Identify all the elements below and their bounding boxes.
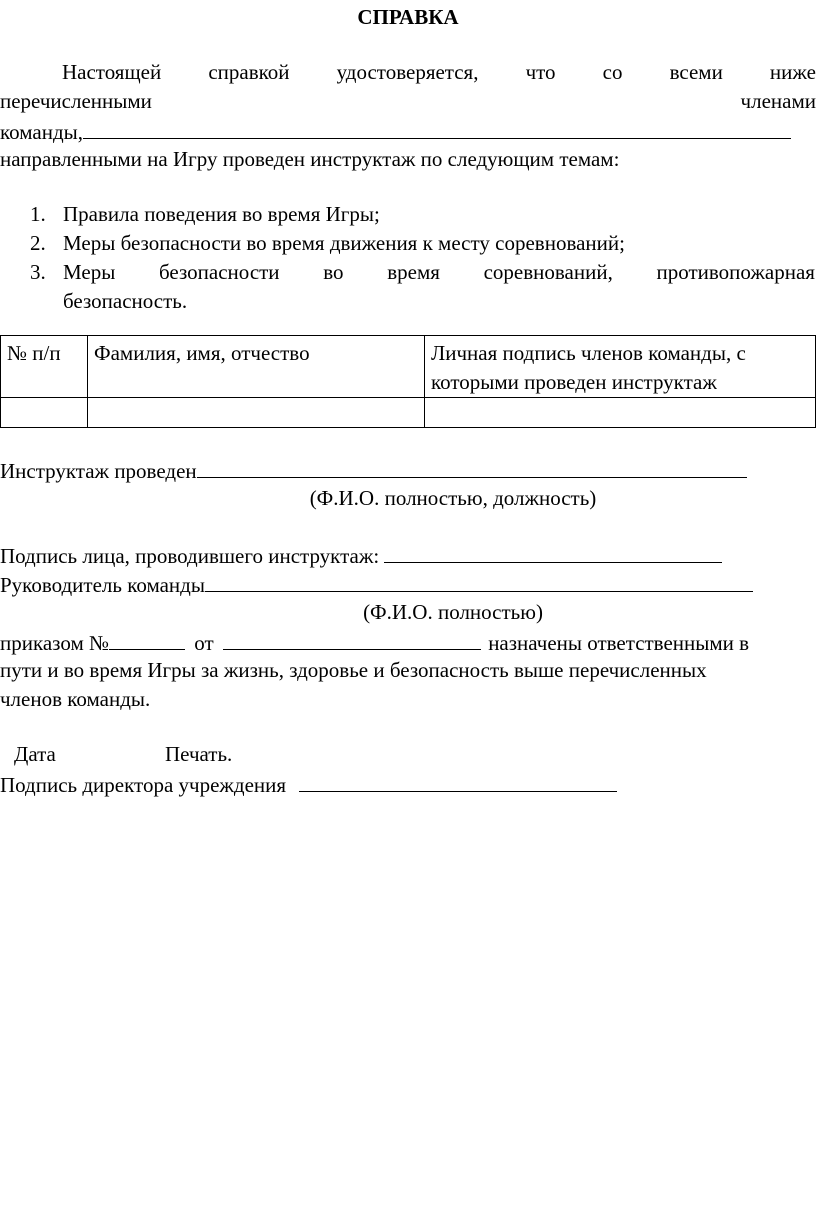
instructor-signature-label: Подпись лица, проводившего инструктаж: [0, 544, 380, 568]
topic-number: 3. [30, 260, 46, 284]
header-full-name: Фамилия, имя, отчество [88, 336, 425, 398]
intro-word: ниже [769, 60, 816, 84]
team-leader-line [0, 569, 753, 600]
intro-line-1 [0, 58, 816, 87]
intro-word: справкой [208, 60, 290, 84]
intro-line-2 [0, 87, 816, 116]
instructor-hint: (Ф.И.О. полностью, должность) [309, 486, 597, 510]
topic-number: 2. [30, 231, 46, 255]
order-date-blank[interactable] [223, 627, 481, 650]
intro-word: что [525, 60, 556, 84]
topic-word: во [323, 260, 344, 284]
director-signature-blank[interactable] [299, 769, 617, 792]
intro-word: удостоверяется, [336, 60, 479, 84]
table-header-row [1, 336, 816, 398]
instruction-table [0, 335, 816, 428]
intro-word: перечисленными [0, 89, 152, 113]
instructor-label: Инструктаж проведен [0, 459, 197, 483]
cell-signature[interactable] [425, 398, 816, 428]
instructor-blank[interactable] [197, 455, 747, 478]
intro-team-label: команды, [0, 120, 83, 144]
topic-number: 1. [30, 202, 46, 226]
team-leader-hint: (Ф.И.О. полностью) [363, 600, 543, 624]
intro-line-3 [0, 116, 791, 147]
director-signature-label: Подпись директора учреждения [0, 773, 287, 797]
topic-word: Меры [63, 260, 116, 284]
team-leader-label: Руководитель команды [0, 573, 205, 597]
intro-word: членами [740, 89, 816, 113]
stamp-label: Печать. [165, 742, 233, 766]
topic-word: противопожарная [656, 260, 815, 284]
cell-full-name[interactable] [88, 398, 425, 428]
date-label: Дата [14, 742, 56, 766]
director-signature-line [0, 769, 617, 800]
document-title: СПРАВКА [357, 5, 459, 29]
order-number-blank[interactable] [109, 627, 185, 650]
table-row [1, 398, 816, 428]
instructor-signature-blank[interactable] [384, 540, 722, 563]
order-prefix: приказом № [0, 631, 110, 655]
topic-text: Меры безопасности во время движения к месту соревнований; [63, 231, 625, 255]
topic-word: безопасности [159, 260, 280, 284]
topic-text-continued: безопасность. [63, 289, 188, 313]
intro-line-4: направленными на Игру проведен инструктаж по следующим темам: [0, 147, 620, 171]
team-leader-blank[interactable] [205, 569, 753, 592]
instructor-line [0, 455, 747, 486]
topic-word: соревнований, [483, 260, 613, 284]
topic-text: Правила поведения во время Игры; [63, 202, 380, 226]
intro-word: со [602, 60, 623, 84]
header-signature: Личная подпись членов команды, с которыми проведен инструктаж [425, 336, 816, 398]
header-number: № п/п [1, 336, 88, 398]
topic-text [63, 258, 815, 287]
intro-word: всеми [669, 60, 723, 84]
order-suffix: назначены ответственными в [488, 631, 750, 655]
order-line-1 [0, 627, 749, 658]
order-line-2: пути и во время Игры за жизнь, здоровье и безопасность выше перечисленных [0, 658, 707, 682]
order-line-3: членов команды. [0, 687, 151, 711]
intro-word: Настоящей [62, 60, 162, 84]
team-name-blank[interactable] [83, 116, 791, 139]
order-from-label: от [194, 631, 214, 655]
cell-number[interactable] [1, 398, 88, 428]
instructor-signature-line [0, 540, 722, 571]
topic-word: время [387, 260, 440, 284]
